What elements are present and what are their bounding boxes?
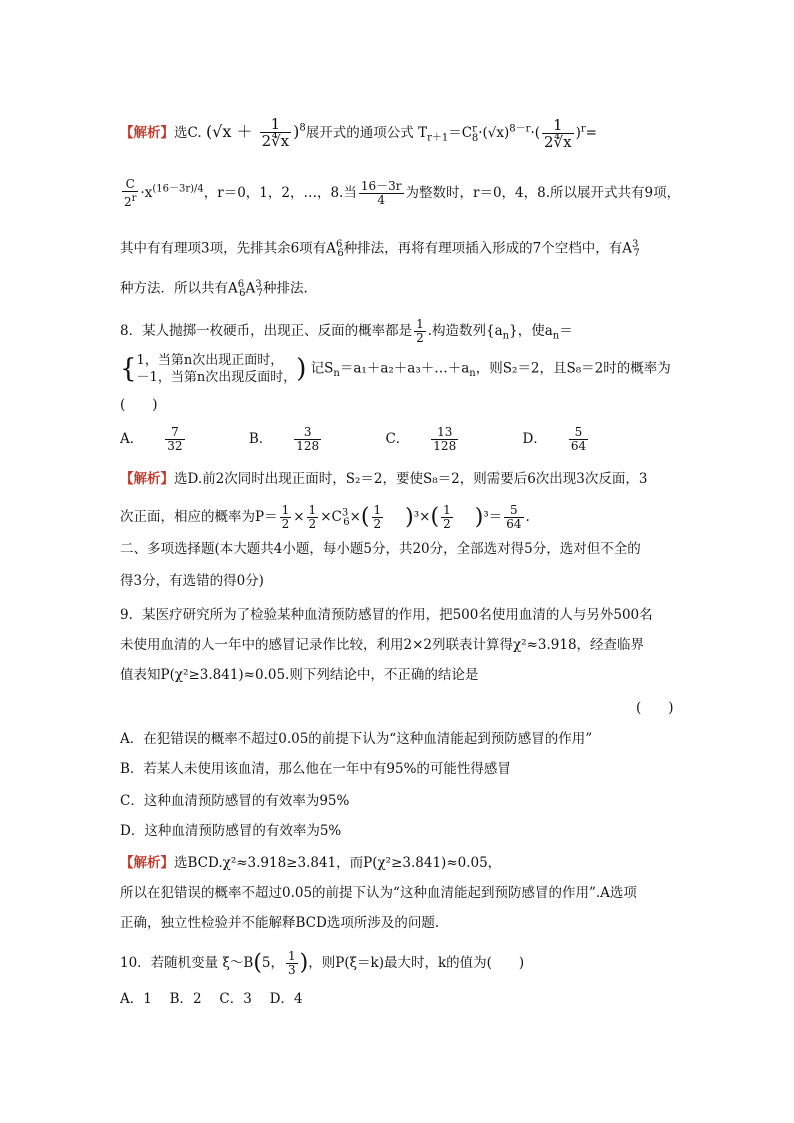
q10-stem-c: ，则P(ξ＝k)最大时，k的值为( ) xyxy=(308,955,525,971)
q8-ana1: 选D.前2次同时出现正面时，S₂＝2，要使S₈＝2，则需要后6次出现3次反面，3 xyxy=(174,471,648,487)
q7-eq-tail: = xyxy=(585,125,597,141)
q9-option-d: D．这种血清预防感冒的有效率为5% xyxy=(120,823,342,839)
q8-stem-line-1: 8．某人抛掷一枚硬币，出现正、反面的概率都是 $\frac{1}{2}$ .构造数列$\{a_n\}$，使$a_n=$ xyxy=(120,317,573,345)
q9-analysis-line-1 xyxy=(120,854,501,872)
q8-stem2c: ，则S₂＝2，且S₈＝2时的概率为 xyxy=(475,360,671,377)
q9-option-b: B．若某人未使用该血清，那么他在一年中有95%的可能性得感冒 xyxy=(120,761,511,777)
q8-analysis-line-1 xyxy=(120,470,648,488)
q9-answer-paren: ( ) xyxy=(636,700,674,716)
q8-stem1: 8．某人抛掷一枚硬币，出现正、反面的概率都是 xyxy=(120,323,413,339)
q7-analysis-line-2: $\frac{C}{2^r}$ $\cdot x^{(16-3r)/4}$，r＝0，1，2，…，8.当 $\frac{16-3r}{4}$ 为整数时，r＝0，4，8.所以展开式共有9项， xyxy=(124,177,681,209)
section2-heading-2: 得3分，有选错的得0分) xyxy=(120,573,264,589)
q9-analysis-line-2: 所以在犯错误的概率不超过0.05的前提下认为“这种血清能起到预防感冒的作用”.A选项 xyxy=(120,885,637,901)
q7-lead: 选C. xyxy=(174,125,202,141)
q7-analysis-line-3: 其中有有理项3项，先排其余6项有$A^6_6$种排法，再将有理项插入形成的7个空档中，有$A^3_7$ xyxy=(120,239,640,260)
q7-exponent-fraction: $\frac{16-3r}{4}$ xyxy=(360,179,402,207)
q8-option-c: C． $\frac{13}{128}$ xyxy=(385,425,457,453)
q8-option-d: D． $\frac{5}{64}$ xyxy=(522,425,587,453)
section2-heading-1: 二、多项选择题(本大题共4小题，每小题5分，共20分，全部选对得5分，选对但不全的 xyxy=(120,541,641,557)
q7-line2-tail: ，r＝0，1，2，…，8.当 xyxy=(203,185,357,201)
q9-ana1: 选BCD.χ²≈3.918≥3.841，而P(χ²≥3.841)≈0.05， xyxy=(174,855,502,871)
q8-stem2b: ＝a₁＋a₂＋a₃＋…＋a xyxy=(339,360,470,377)
q8-stem1d: ＝ xyxy=(559,323,573,339)
q8-cases: 1，当第n次出现正面时， －1，当第n次出现反面时， xyxy=(136,353,297,385)
q7-general-term: $T_{r+1}=C^r_8\cdot(√x)^{8-r}\cdot$( $\frac{1}{2∜x}$ )$^r$ xyxy=(418,116,586,151)
q7-coefficient: $\frac{C}{2^r}$ xyxy=(124,177,137,209)
q10-stem-a: 10．若随机变量 ξ～B xyxy=(120,955,254,971)
analysis-tag: 【解析】 xyxy=(120,125,174,141)
q8-ana2a: 次正面，相应的概率为P＝ xyxy=(120,509,278,525)
q9-analysis-line-3: 正确，独立性检验并不能解释BCD选项所涉及的问题. xyxy=(120,915,440,931)
q7-analysis-line-1 xyxy=(120,116,597,150)
q10-stem: 10．若随机变量 ξ～B(5， $\frac{1}{3}$ )，则P(ξ＝k)最大时，k的值为( ) xyxy=(120,949,525,977)
q8-stem-line-2: { 1，当第n次出现正面时， －1，当第n次出现反面时， ) 记$S_n=a_1+a_2+a_3+\dots+a_n$，则S₂＝2，且S₈＝2时的概率为 xyxy=(120,353,671,385)
q7-analysis-line-4: 种方法．所以共有$A^6_6A^3_7$种排法. xyxy=(120,279,308,300)
q8-options xyxy=(120,426,648,453)
analysis-tag: 【解析】 xyxy=(120,855,174,871)
q7-line3b: 种排法，再将有理项插入形成的7个空档中，有A xyxy=(343,240,633,257)
q8-answer-paren: ( ) xyxy=(120,397,158,413)
q8-stem1b: .构造数列{a xyxy=(427,323,503,339)
q9-option-c: C．这种血清预防感冒的有效率为95% xyxy=(120,793,350,809)
q7-line4b: 种排法. xyxy=(263,280,308,297)
q7-line4: 种方法．所以共有A xyxy=(120,280,238,297)
analysis-tag: 【解析】 xyxy=(120,471,174,487)
q10-options: A．1 B．2 C．3 D．4 xyxy=(120,991,303,1007)
q7-line3: 其中有有理项3项，先排其余6项有A xyxy=(120,240,336,257)
q7-binomial-expression: (√x ＋ $\frac{1}{2∜x}$ )$^8$ xyxy=(205,115,306,150)
q8-option-a: A． $\frac{7}{32}$ xyxy=(120,425,183,453)
q8-stem1c: }，使a xyxy=(509,323,553,339)
q9-stem-1: 9．某医疗研究所为了检验某种血清预防感冒的作用，把500名使用血清的人与另外500名 xyxy=(120,607,653,623)
q8-option-b: B． $\frac{3}{128}$ xyxy=(248,425,320,453)
q9-stem-3: 值表知P(χ²≥3.841)≈0.05.则下列结论中，不正确的结论是 xyxy=(120,667,479,683)
q9-option-a: A．在犯错误的概率不超过0.05的前提下认为“这种血清能起到预防感冒的作用” xyxy=(120,731,593,747)
q8-stem2: 记S xyxy=(310,360,334,377)
q9-stem-2: 未使用血清的人一年中的感冒记录作比较，利用2×2列联表计算得χ²≈3.918，经查临界 xyxy=(120,637,645,653)
q8-analysis-line-2: 次正面，相应的概率为P＝ $\frac{1}{2}$ × $\frac{1}{2}$ $\times C^3_6\times$( $\frac{1}{2}$ )³×( $\frac{1}{2}$ )³＝ $\frac{5}{64}$ . xyxy=(120,503,530,531)
q7-expr-text: 展开式的通项公式 xyxy=(305,125,414,141)
q7-line2-end: 为整数时，r＝0，4，8.所以展开式共有9项， xyxy=(405,185,681,201)
